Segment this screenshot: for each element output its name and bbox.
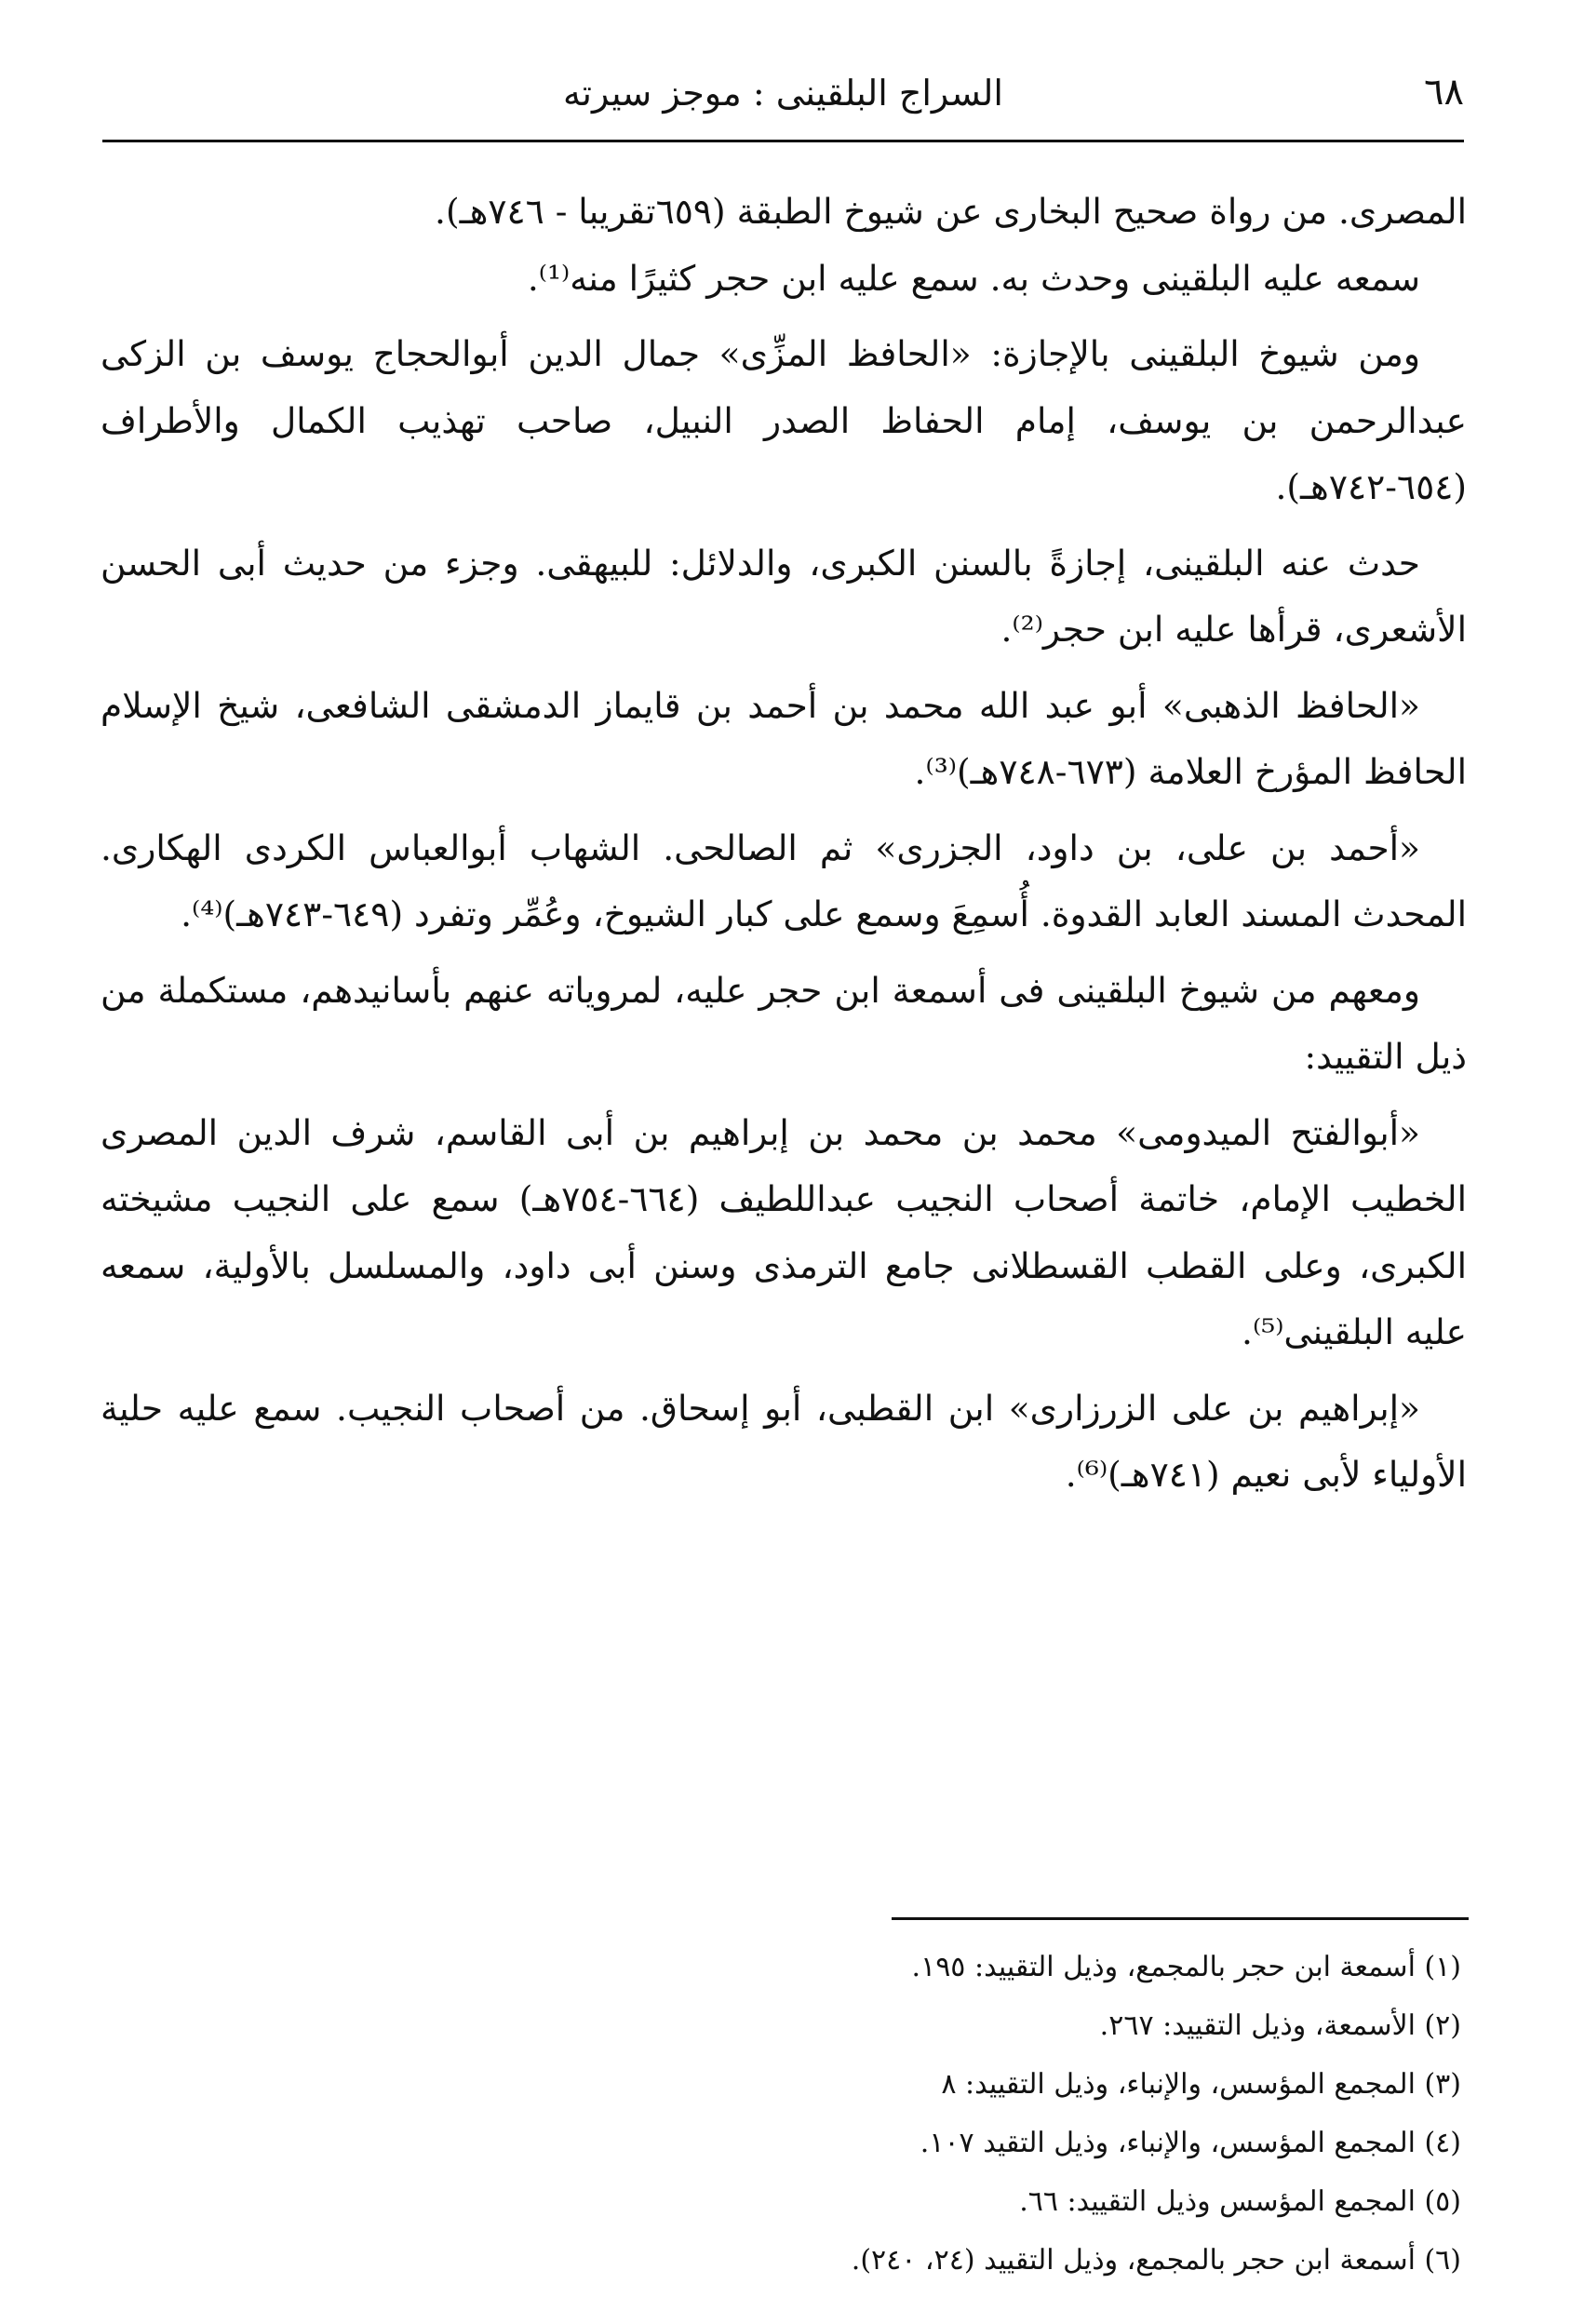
footnote-divider [892, 1917, 1469, 1920]
footnote: (١) أسمعة ابن حجر بالمجمع، وذيل التقييد: ١٩٥. [911, 1951, 1461, 1983]
paragraph: سمعه عليه البلقينى وحدث به. سمع عليه ابن حجر كثيرًا منه⁽¹⁾. [527, 257, 1420, 299]
paragraph: ومعهم من شيوخ البلقينى فى أسمعة ابن حجر عليه، لمروياته عنهم بأسانيدهم، مستكملة من ذيل التقييد: [101, 969, 1467, 1077]
footnote: (٤) المجمع المؤسس، والإنباء، وذيل التقيد ١٠٧. [920, 2127, 1461, 2159]
footnote: (٥) المجمع المؤسس وذيل التقييد: ٦٦. [1019, 2185, 1461, 2218]
paragraph: «إبراهيم بن على الزرزارى» ابن القطبى، أبو إسحاق. من أصحاب النجيب. سمع عليه حلية الأولياء لأبى نعيم (٧٤١هـ)⁽⁶⁾. [101, 1387, 1467, 1495]
paragraph: «أبوالفتح الميدومى» محمد بن محمد بن إبراهيم بن أبى القاسم، شرف الدين المصرى الخطيب الإمام، خاتمة أصحاب النجيب عبداللطيف (٦٦٤-٧٥٤هـ) سمع على النجيب مشيخته الكبرى، وعلى القطب القسطلانى جامع الترمذى وسنن أبى داود، والمسلسل بالأولية، سمعه عليه البلقينى⁽⁵⁾. [101, 1111, 1467, 1352]
footnote: (٢) الأسمعة، وذيل التقييد: ٢٦٧. [1099, 2009, 1461, 2042]
paragraph: ومن شيوخ البلقينى بالإجازة: «الحافظ المزِّى» جمال الدين أبوالحجاج يوسف بن الزكى عبدالرحمن بن يوسف، إمام الحفاظ الصدر النبيل، صاحب تهذيب الكمال والأطراف (٦٥٤-٧٤٢هـ). [101, 333, 1467, 507]
page-number: ٦٨ [1424, 71, 1464, 114]
paragraph: «الحافظ الذهبى» أبو عبد الله محمد بن أحمد بن قايماز الدمشقى الشافعى، شيخ الإسلام الحافظ المؤرخ العلامة (٦٧٣-٧٤٨هـ)⁽³⁾. [101, 684, 1467, 792]
paragraph: حدث عنه البلقينى، إجازةً بالسنن الكبرى، والدلائل: للبيهقى. وجزء من حديث أبى الحسن الأشعرى، قرأها عليه ابن حجر⁽²⁾. [101, 542, 1467, 650]
main-text [101, 179, 1467, 1509]
footnotes [279, 1938, 1461, 2290]
paragraph: المصرى. من رواة صحيح البخارى عن شيوخ الطبقة (٦٥٩تقريبا - ٧٤٦هـ). [435, 191, 1467, 232]
footnote: (٦) أسمعة ابن حجر بالمجمع، وذيل التقييد (٢٤، ٢٤٠). [851, 2244, 1461, 2277]
paragraph: «أحمد بن على، بن داود، الجزرى» ثم الصالحى. الشهاب أبوالعباس الكردى الهكارى. المحدث المسند العابد القدوة. أُسمِعَ وسمع على كبار الشيوخ، وعُمِّر وتفرد (٦٤٩-٧٤٣هـ)⁽⁴⁾. [101, 826, 1467, 934]
footnote: (٣) المجمع المؤسس، والإنباء، وذيل التقييد: ٨ [941, 2068, 1461, 2101]
page-header [102, 65, 1464, 142]
running-title: السراج البلقينى : موجز سيرته [563, 73, 1003, 114]
